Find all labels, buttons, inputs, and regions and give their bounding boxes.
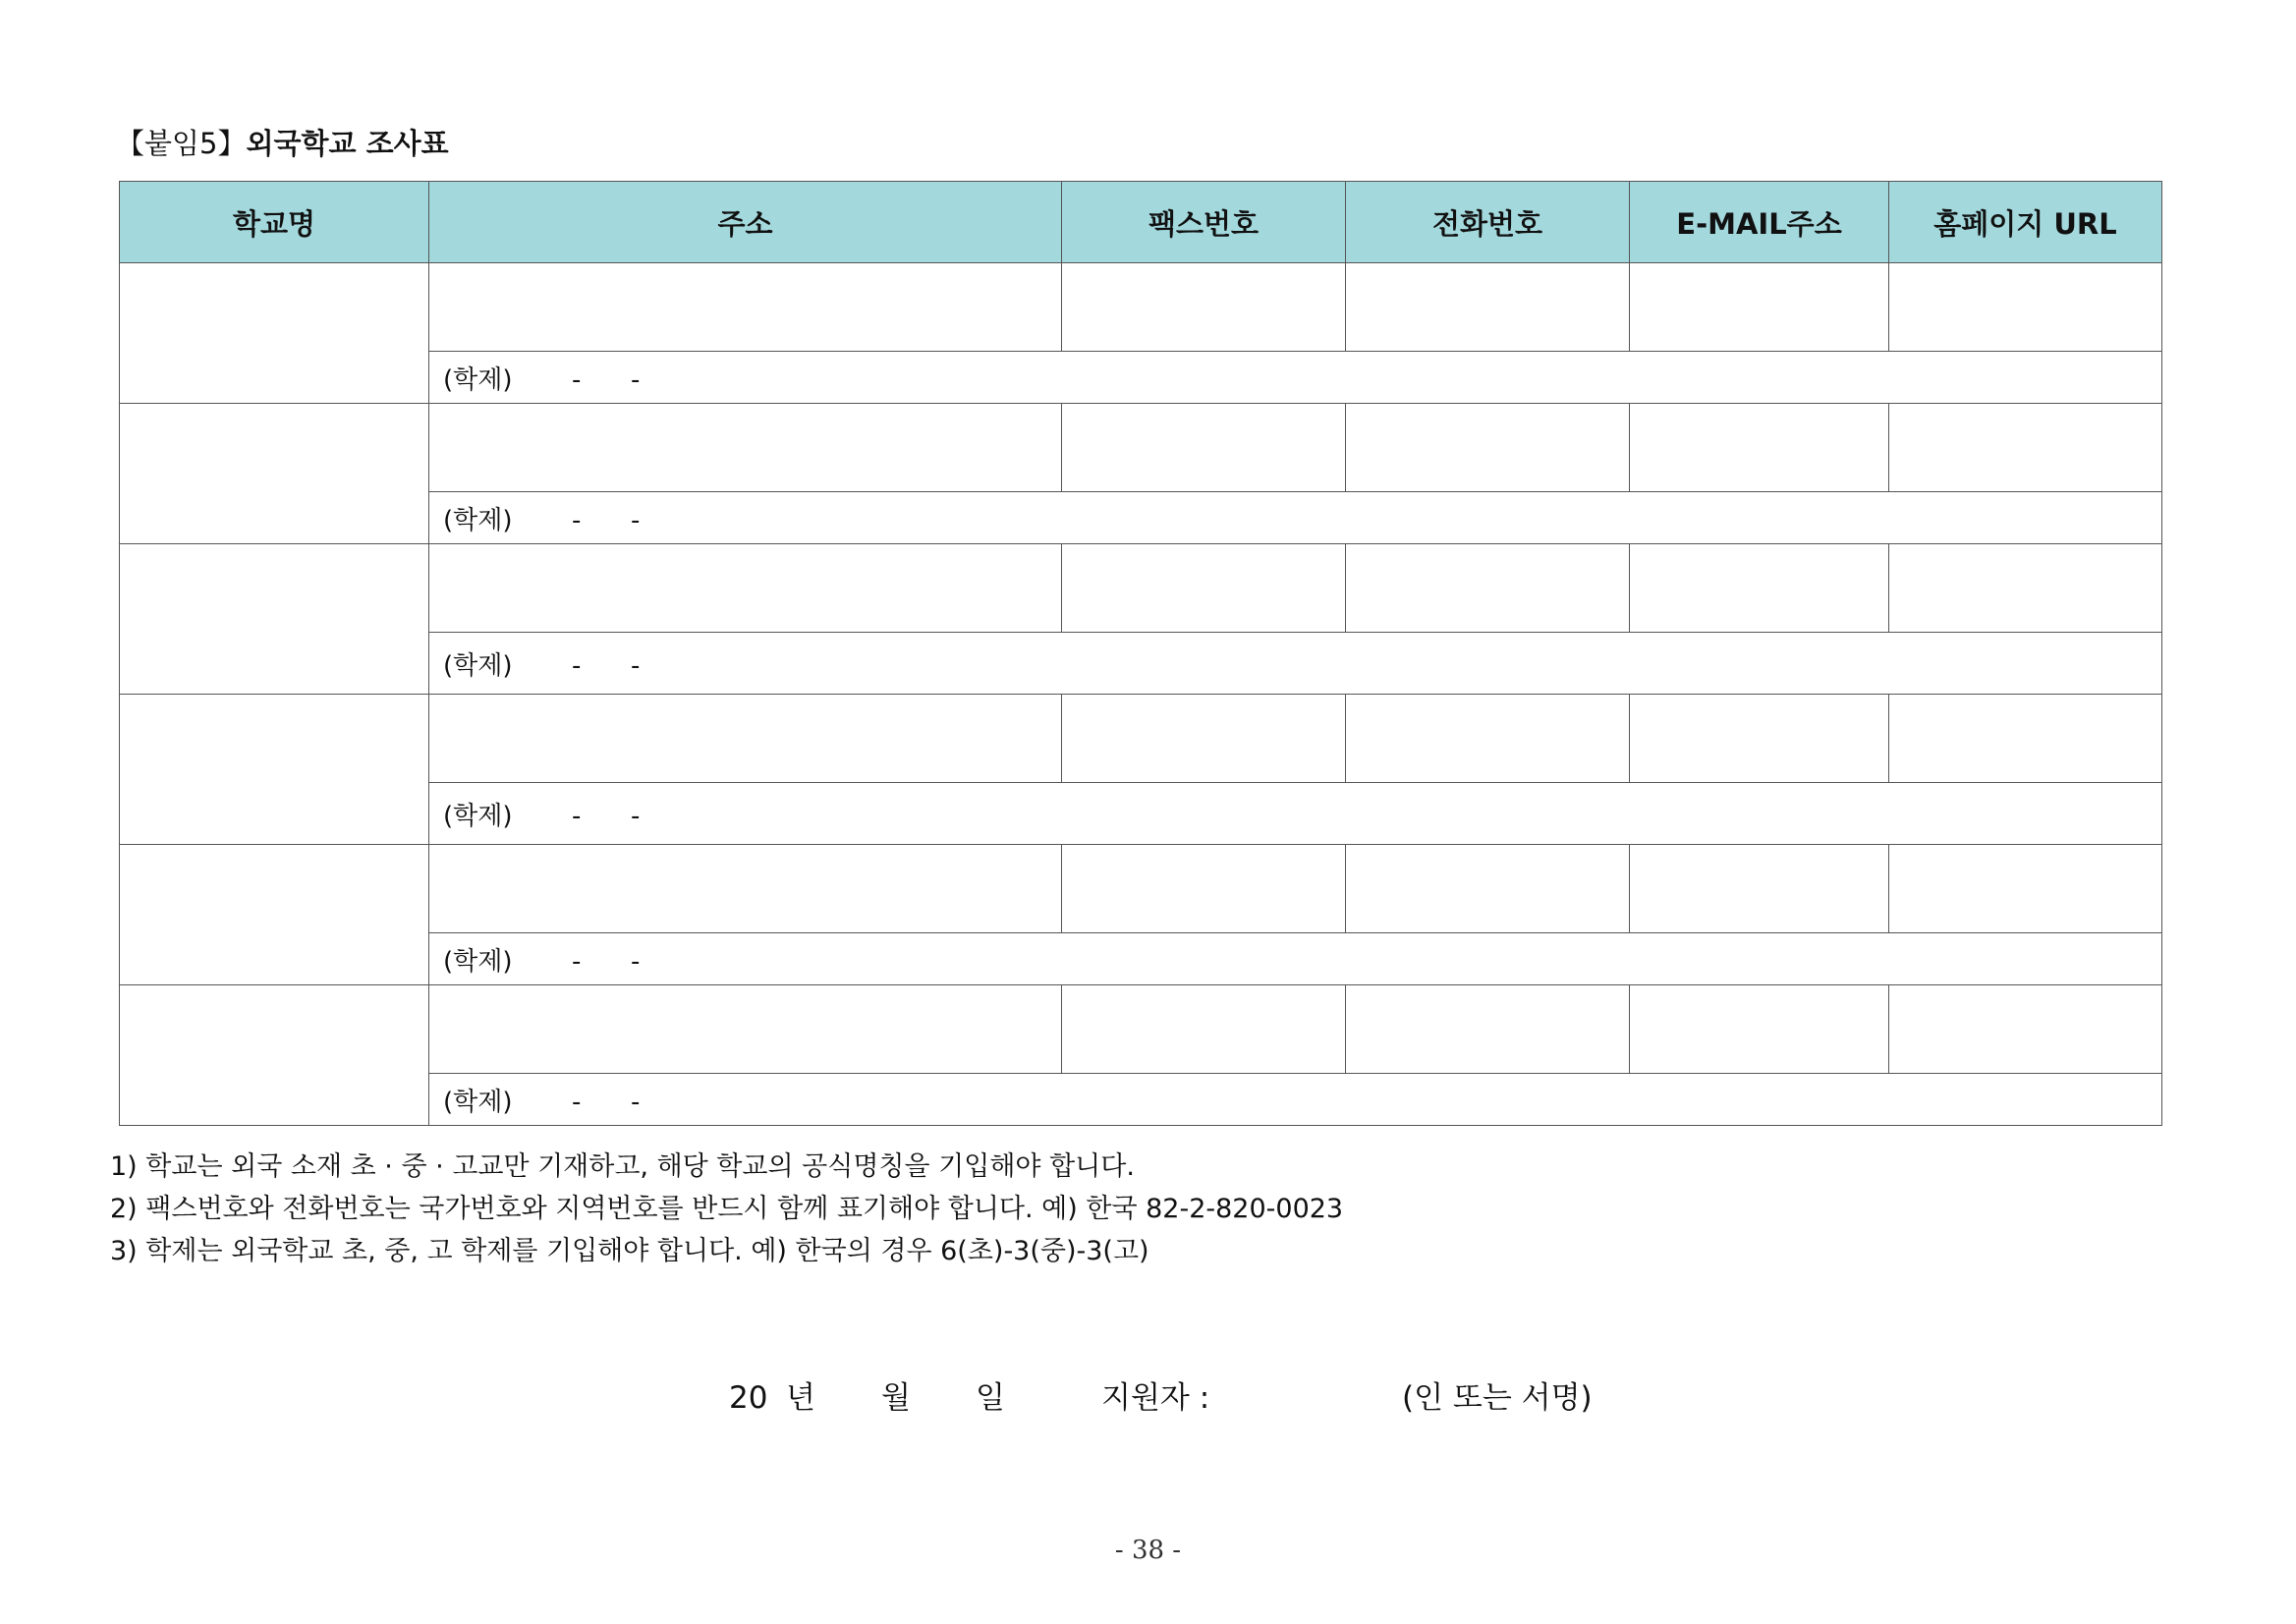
school-system-label: (학제) (443, 650, 513, 681)
table-row (120, 263, 2162, 352)
phone-cell[interactable] (1346, 985, 1630, 1074)
school-system-dash: - (572, 801, 582, 831)
school-system-cell[interactable] (429, 352, 2162, 404)
email-cell[interactable] (1630, 544, 1889, 633)
school-system-label: (학제) (443, 1087, 513, 1117)
fax-cell[interactable] (1062, 263, 1346, 352)
table-row (120, 404, 2162, 492)
fax-cell[interactable] (1062, 845, 1346, 933)
school-system-cell[interactable] (429, 783, 2162, 845)
phone-cell[interactable] (1346, 695, 1630, 783)
homepage-cell[interactable] (1889, 544, 2162, 633)
email-cell[interactable] (1630, 845, 1889, 933)
school-system-cell[interactable] (429, 492, 2162, 544)
page-number: - 38 - (1114, 1536, 1182, 1565)
fax-cell[interactable] (1062, 985, 1346, 1074)
school-system-dash: - (631, 650, 641, 681)
table-header-row (120, 182, 2162, 263)
day-label: 일 (976, 1380, 1005, 1416)
table-row (120, 695, 2162, 783)
note-item: 3) 학제는 외국학교 초, 중, 고 학제를 기입해야 합니다. 예) 한국의 경우 6(초)-3(중)-3(고) (110, 1236, 1149, 1266)
foreign-school-survey-table (119, 181, 2162, 1126)
address-cell[interactable] (429, 695, 1062, 783)
form-title: 외국학교 조사표 (246, 127, 449, 160)
header-phone: 전화번호 (1346, 182, 1630, 263)
header-email: E-MAIL주소 (1630, 182, 1889, 263)
phone-cell[interactable] (1346, 544, 1630, 633)
phone-cell[interactable] (1346, 845, 1630, 933)
school-name-cell[interactable] (120, 985, 429, 1126)
school-system-dash: - (572, 946, 582, 977)
header-address: 주소 (429, 182, 1062, 263)
header-fax: 팩스번호 (1062, 182, 1346, 263)
school-name-cell[interactable] (120, 263, 429, 404)
school-system-dash: - (631, 946, 641, 977)
school-system-dash: - (631, 1087, 641, 1117)
address-cell[interactable] (429, 985, 1062, 1074)
address-cell[interactable] (429, 263, 1062, 352)
address-cell[interactable] (429, 845, 1062, 933)
fax-cell[interactable] (1062, 544, 1346, 633)
school-system-dash: - (631, 801, 641, 831)
email-cell[interactable] (1630, 695, 1889, 783)
school-system-cell[interactable] (429, 1074, 2162, 1126)
attachment-label: 【붙임5】 (116, 127, 247, 160)
school-name-cell[interactable] (120, 695, 429, 845)
school-system-label: (학제) (443, 505, 513, 535)
email-cell[interactable] (1630, 985, 1889, 1074)
phone-cell[interactable] (1346, 263, 1630, 352)
email-cell[interactable] (1630, 263, 1889, 352)
page-heading (116, 124, 449, 163)
homepage-cell[interactable] (1889, 845, 2162, 933)
header-school-name: 학교명 (120, 182, 429, 263)
school-name-cell[interactable] (120, 544, 429, 695)
header-homepage: 홈페이지 URL (1889, 182, 2162, 263)
address-cell[interactable] (429, 404, 1062, 492)
address-cell[interactable] (429, 544, 1062, 633)
school-name-cell[interactable] (120, 404, 429, 544)
table-row (120, 985, 2162, 1074)
school-system-dash: - (572, 364, 582, 395)
note-item: 2) 팩스번호와 전화번호는 국가번호와 지역번호를 반드시 함께 표기해야 합니다. 예) 한국 82-2-820-0023 (110, 1194, 1344, 1224)
school-system-dash: - (631, 505, 641, 535)
fax-cell[interactable] (1062, 404, 1346, 492)
email-cell[interactable] (1630, 404, 1889, 492)
fax-cell[interactable] (1062, 695, 1346, 783)
school-name-cell[interactable] (120, 845, 429, 985)
homepage-cell[interactable] (1889, 985, 2162, 1074)
school-system-dash: - (572, 505, 582, 535)
school-system-label: (학제) (443, 801, 513, 831)
month-label: 월 (881, 1380, 911, 1416)
table-row (120, 544, 2162, 633)
school-system-dash: - (631, 364, 641, 395)
school-system-label: (학제) (443, 364, 513, 395)
instruction-notes (110, 1146, 1343, 1272)
school-system-dash: - (572, 1087, 582, 1117)
school-system-dash: - (572, 650, 582, 681)
school-system-cell[interactable] (429, 633, 2162, 695)
phone-cell[interactable] (1346, 404, 1630, 492)
year-label: 년 (786, 1380, 815, 1416)
seal-label: (인 또는 서명) (1402, 1380, 1593, 1416)
school-system-cell[interactable] (429, 933, 2162, 985)
homepage-cell[interactable] (1889, 695, 2162, 783)
note-item: 1) 학교는 외국 소재 초 · 중 · 고교만 기재하고, 해당 학교의 공식명칭을 기입해야 합니다. (110, 1151, 1135, 1182)
year-prefix: 20 (729, 1380, 768, 1416)
table-row (120, 845, 2162, 933)
applicant-label: 지원자 : (1101, 1380, 1210, 1416)
homepage-cell[interactable] (1889, 404, 2162, 492)
school-system-label: (학제) (443, 946, 513, 977)
homepage-cell[interactable] (1889, 263, 2162, 352)
